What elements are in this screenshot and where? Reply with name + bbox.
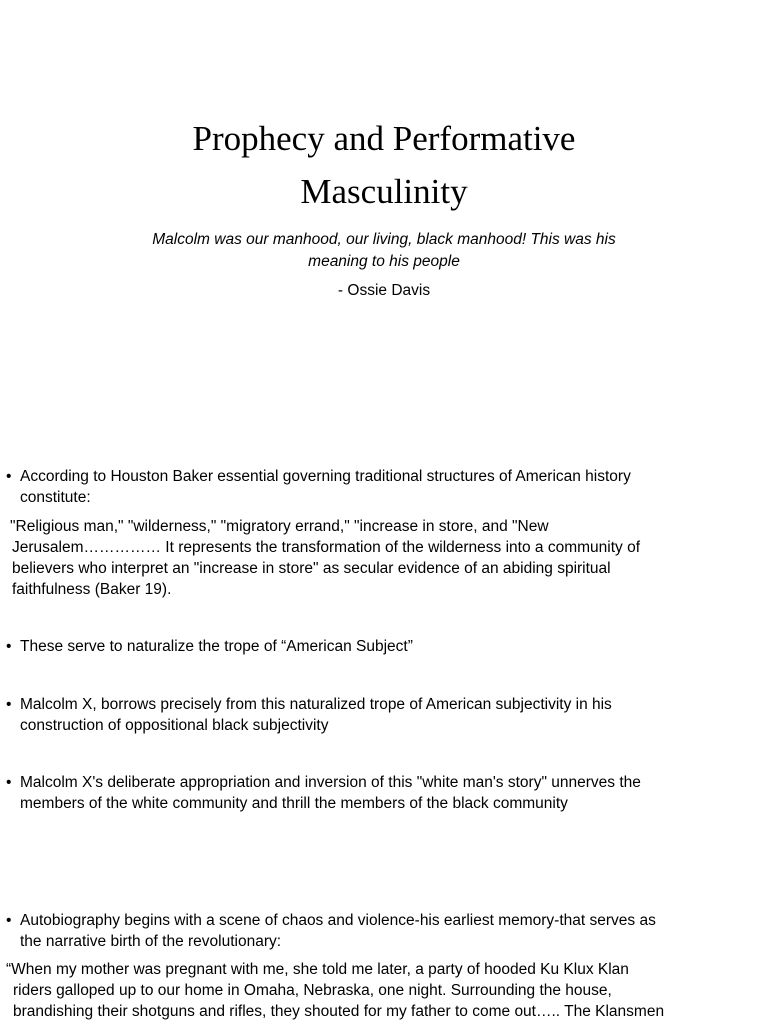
quoted-paragraph: [10, 516, 750, 600]
text-line: Autobiography begins with a scene of chaos and violence-his earliest memory-that serves as: [20, 912, 656, 929]
bullet-item: [6, 466, 758, 508]
epigraph-quote: [100, 229, 668, 273]
text-line: “When my mother was pregnant with me, she told me later, a party of hooded Ku Klux Klan: [6, 961, 629, 978]
text-line: the narrative birth of the revolutionary:: [20, 933, 282, 950]
text-line: members of the white community and thrill the members of the black community: [20, 795, 568, 812]
bullet-item: [6, 910, 758, 952]
text-line: brandishing their shotguns and rifles, they shouted for my father to come out….. The Klansmen: [13, 1003, 665, 1020]
text-line: "Religious man," "wilderness," "migratory errand," "increase in store, and "New: [10, 518, 549, 535]
title-line: Prophecy and Performative: [192, 119, 576, 158]
bullet-item: [6, 636, 758, 657]
text-line: believers who interpret an "increase in store" as secular evidence of an abiding spiritual: [12, 560, 611, 577]
text-line: Malcolm X's deliberate appropriation and inversion of this "white man's story" unnerves the: [20, 774, 641, 791]
text-line: Malcolm X, borrows precisely from this naturalized trope of American subjectivity in his: [20, 696, 612, 713]
quoted-paragraph: [6, 959, 746, 1022]
text-line: Jerusalem…………… It represents the transformation of the wilderness into a community of: [12, 539, 640, 556]
text-line: construction of oppositional black subjectivity: [20, 717, 329, 734]
bullet-marker: •: [6, 912, 12, 929]
text-line: constitute:: [20, 489, 91, 506]
text-line: riders galloped up to our home in Omaha, Nebraska, one night. Surrounding the house,: [13, 982, 612, 999]
quote-line: meaning to his people: [308, 253, 460, 270]
epigraph-attribution: - Ossie Davis: [337, 282, 431, 299]
bullet-item: [6, 694, 758, 736]
title-line: Masculinity: [300, 172, 468, 211]
text-line: According to Houston Baker essential governing traditional structures of American history: [20, 468, 631, 485]
bullet-item: [6, 772, 758, 814]
bullet-marker: •: [6, 696, 12, 713]
bullet-marker: •: [6, 774, 12, 791]
bullet-marker: •: [6, 638, 12, 655]
text-line: faithfulness (Baker 19).: [12, 581, 172, 598]
bullet-marker: •: [6, 468, 12, 485]
quote-line: Malcolm was our manhood, our living, black manhood! This was his: [152, 231, 616, 248]
page-title: [0, 112, 768, 218]
text-line: These serve to naturalize the trope of “American Subject”: [20, 638, 413, 655]
